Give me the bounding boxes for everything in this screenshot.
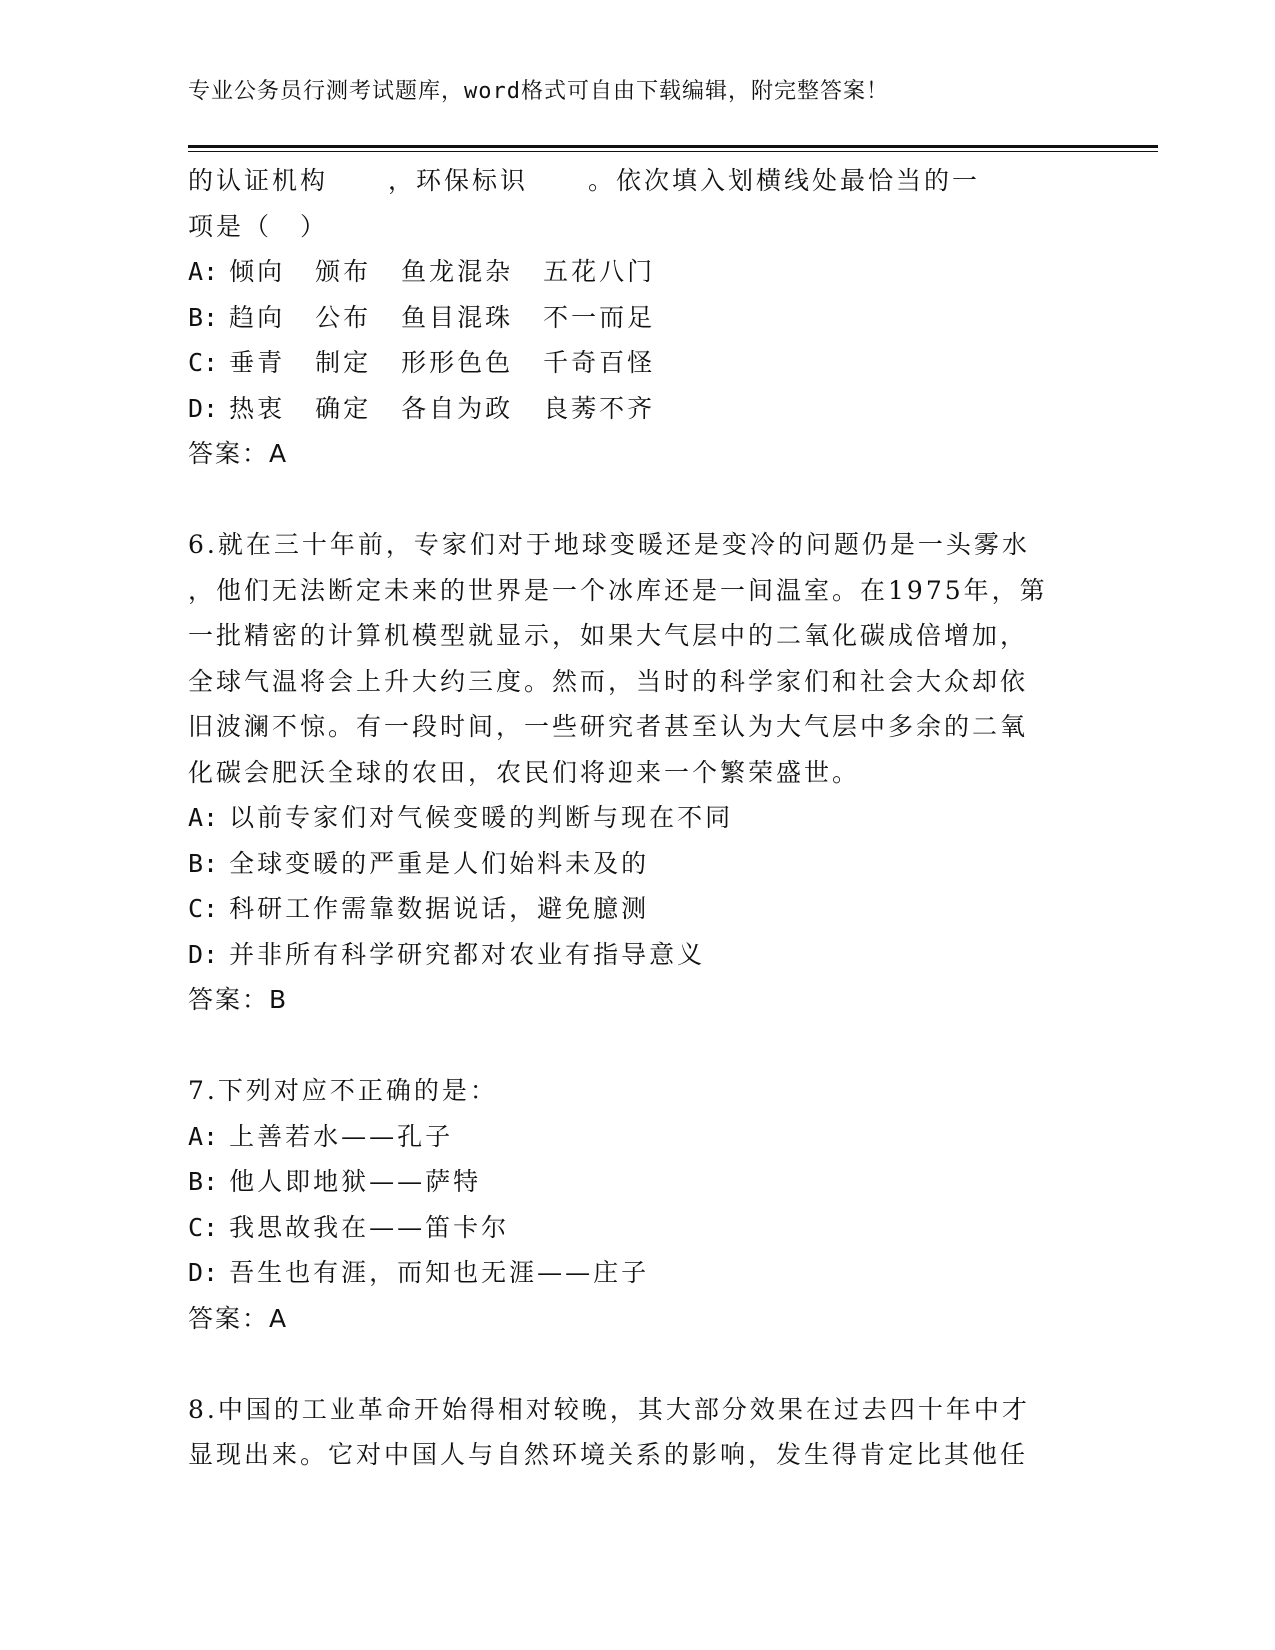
option-part: 各自为政 (401, 393, 514, 423)
spacer (188, 477, 1088, 523)
q6-stem-line: ，他们无法断定未来的世界是一个冰库还是一间温室。在1975年，第 (188, 575, 1048, 605)
option-part: 不一而足 (543, 302, 656, 332)
q5-option-d (188, 386, 1088, 432)
q7-option-a (188, 1114, 1088, 1160)
q7-option-c (188, 1205, 1088, 1251)
option-text: 以前专家们对气候变暖的判断与现在不同 (229, 803, 734, 832)
option-part: 确定 (315, 393, 372, 423)
q5-option-b (188, 295, 1088, 341)
option-letter: C: (188, 1212, 219, 1242)
q7-option-b (188, 1159, 1088, 1205)
option-part: 鱼龙混杂 (401, 257, 514, 286)
option-part: 趋向 (229, 302, 286, 332)
option-part: 良莠不齐 (543, 393, 656, 423)
q5-stem-line-1 (188, 158, 1088, 204)
option-part: 形形色色 (401, 348, 514, 377)
q6-stem-line: 全球气温将会上升大约三度。然而，当时的科学家们和社会大众却依 (188, 666, 1029, 696)
option-letter: A: (188, 1121, 219, 1151)
q5-option-a (188, 249, 1088, 295)
q6-option-d (188, 932, 1088, 978)
option-part: 公布 (315, 302, 372, 332)
q5-text-b: ，环保标识 (388, 166, 529, 195)
option-letter: D: (188, 939, 219, 969)
option-part: 垂青 (229, 348, 286, 377)
option-letter: A: (188, 257, 219, 286)
page-header: 专业公务员行测考试题库，word格式可自由下载编辑，附完整答案！ (188, 79, 889, 104)
q7-option-d (188, 1250, 1088, 1296)
q6-answer: 答案：B (188, 985, 289, 1014)
q6-stem-line: 6.就在三十年前，专家们对于地球变暖还是变冷的问题仍是一头雾水 (188, 530, 1030, 559)
option-letter: D: (188, 393, 219, 423)
option-part: 颁布 (315, 257, 372, 286)
q8-stem-line: 显现出来。它对中国人与自然环境关系的影响，发生得肯定比其他任 (188, 1440, 1029, 1469)
q6-option-c (188, 886, 1088, 932)
q5-text-a: 的认证机构 (188, 166, 329, 195)
q5-answer: 答案：A (188, 439, 289, 468)
q8-stem-line: 8.中国的工业革命开始得相对较晚，其大部分效果在过去四十年中才 (188, 1394, 1030, 1424)
q7-stem: 7.下列对应不正确的是： (188, 1076, 498, 1105)
option-part: 热衷 (229, 393, 286, 423)
q6-option-b (188, 841, 1088, 887)
option-part: 千奇百怪 (543, 348, 656, 377)
option-letter: B: (188, 1167, 219, 1196)
q6-stem-line: 一批精密的计算机模型就显示，如果大气层中的二氧化碳成倍增加， (188, 621, 1029, 650)
option-text: 科研工作需靠数据说话，避免臆测 (229, 894, 650, 923)
q7-answer: 答案：A (188, 1303, 289, 1333)
option-letter: C: (188, 348, 219, 377)
q5-stem-line-2: 项是（ ） (188, 211, 329, 241)
option-part: 制定 (315, 348, 372, 377)
header-rule-thin (188, 151, 1158, 152)
option-part: 鱼目混珠 (401, 302, 514, 332)
q5-text-c: 。依次填入划横线处最恰当的一 (588, 166, 981, 195)
q5-option-c (188, 340, 1088, 386)
spacer (188, 1341, 1088, 1387)
header-rule (188, 145, 1158, 148)
option-letter: B: (188, 302, 219, 332)
option-text: 吾生也有涯，而知也无涯——庄子 (229, 1258, 650, 1287)
document-body (188, 158, 1088, 1478)
option-text: 我思故我在——笛卡尔 (229, 1212, 510, 1242)
spacer (188, 1023, 1088, 1069)
option-text: 他人即地狱——萨特 (229, 1167, 482, 1196)
option-letter: B: (188, 848, 219, 878)
option-part: 五花八门 (543, 257, 656, 286)
option-text: 并非所有科学研究都对农业有指导意义 (229, 939, 706, 969)
option-letter: A: (188, 803, 219, 832)
q6-stem-line: 化碳会肥沃全球的农田，农民们将迎来一个繁荣盛世。 (188, 757, 861, 787)
option-part: 倾向 (229, 257, 286, 286)
option-text: 上善若水——孔子 (229, 1121, 454, 1151)
q6-option-a (188, 795, 1088, 841)
option-text: 全球变暖的严重是人们始料未及的 (229, 848, 650, 878)
q6-stem-line: 旧波澜不惊。有一段时间，一些研究者甚至认为大气层中多余的二氧 (188, 712, 1029, 741)
option-letter: C: (188, 894, 219, 923)
option-letter: D: (188, 1258, 219, 1287)
